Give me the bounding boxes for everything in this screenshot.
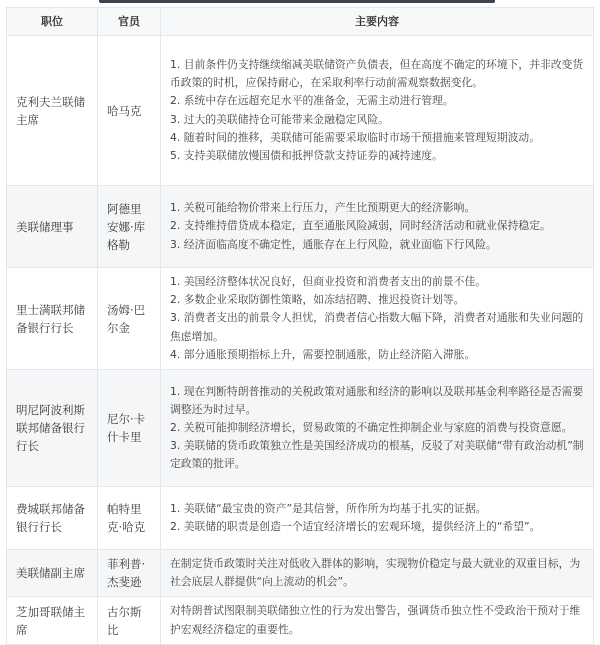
content-point: 2. 系统中存在远超充足水平的准备金，无需主动进行管理。 <box>170 94 454 108</box>
content-point: 5. 支持美联储放慢国债和抵押贷款支持证券的减持速度。 <box>170 148 443 162</box>
content-point: 2. 多数企业采取防御性策略，如冻结招聘、推迟投资计划等。 <box>170 293 465 307</box>
cell-official: 菲利普·杰斐逊 <box>98 550 161 597</box>
cell-position: 克利夫兰联储主席 <box>7 36 98 186</box>
cell-content <box>161 550 594 597</box>
fed-officials-table <box>6 7 594 645</box>
content-point: 1. 现在判断特朗普推动的关税政策对通胀和经济的影响以及联邦基金利率路径是否需要调整还为时过早。 <box>170 384 584 416</box>
table-row <box>7 550 594 597</box>
content-point: 3. 经济面临高度不确定性，通胀存在上行风险，就业面临下行风险。 <box>170 237 497 251</box>
cell-position: 费城联邦储备银行行长 <box>7 487 98 550</box>
content-point: 2. 关税可能抑制经济增长，贸易政策的不确定性抑制企业与家庭的消费与投资意愿。 <box>170 420 573 434</box>
table-row <box>7 268 594 370</box>
fed-officials-table-container <box>6 7 594 645</box>
table-row <box>7 597 594 644</box>
table-row <box>7 487 594 550</box>
content-point: 4. 部分通胀预期指标上升，需要控制通胀，防止经济陷入滞胀。 <box>170 347 476 361</box>
content-point: 2. 美联储的职责是创造一个适宜经济增长的宏观环境，提供经济上的“希望”。 <box>170 520 541 534</box>
cell-position: 美联储副主席 <box>7 550 98 597</box>
content-point: 3. 美联储的货币政策独立性是美国经济成功的根基，反驳了对美联储“带有政治动机”制定政策的批评。 <box>170 439 584 471</box>
cell-official: 尼尔·卡什卡里 <box>98 370 161 487</box>
top-scroll-bar <box>99 0 495 3</box>
cell-content <box>161 268 594 370</box>
cell-official: 阿德里安娜·库格勒 <box>98 186 161 268</box>
cell-official: 汤姆·巴尔金 <box>98 268 161 370</box>
content-point: 1. 美国经济整体状况良好，但商业投资和消费者支出的前景不佳。 <box>170 275 487 288</box>
header-position: 职位 <box>7 8 98 36</box>
table-row <box>7 186 594 268</box>
cell-content <box>161 186 594 268</box>
content-point: 在制定货币政策时关注对低收入群体的影响，实现物价稳定与最大就业的双重目标，为社会底层人群提供“向上流动的机会”。 <box>170 557 581 589</box>
header-official: 官员 <box>98 8 161 36</box>
cell-position: 明尼阿波利斯联邦储备银行行长 <box>7 370 98 487</box>
content-point: 3. 消费者支出的前景令人担忧，消费者信心指数大幅下降，消费者对通胀和失业问题的焦虑增加。 <box>170 311 584 343</box>
content-point: 1. 目前条件仍支持继续缩减美联储资产负债表，但在高度不确定的环境下，并非改变货币政策的时机，应保持耐心，在采取利率行动前需观察数据变化。 <box>170 57 584 90</box>
cell-content <box>161 370 594 487</box>
cell-position: 芝加哥联储主席 <box>7 597 98 644</box>
content-point: 1. 关税可能给物价带来上行压力，产生比预期更大的经济影响。 <box>170 201 476 215</box>
table-row <box>7 370 594 487</box>
cell-official: 哈马克 <box>98 36 161 186</box>
content-point: 1. 美联储“最宝贵的资产”是其信誉，所作所为均基于扎实的证据。 <box>170 501 487 515</box>
cell-official: 古尔斯比 <box>98 597 161 644</box>
content-point: 4. 随着时间的推移，美联储可能需要采取临时市场干预措施来管理短期波动。 <box>170 130 541 144</box>
content-point: 2. 支持维持借贷成本稳定，直至通胀风险减弱，同时经济活动和就业保持稳定。 <box>170 219 551 233</box>
cell-position: 里士满联邦储备银行行长 <box>7 268 98 370</box>
cell-position: 美联储理事 <box>7 186 98 268</box>
table-row <box>7 36 594 186</box>
cell-content <box>161 487 594 550</box>
header-content: 主要内容 <box>161 8 594 36</box>
content-point: 对特朗普试图限制美联储独立性的行为发出警告，强调货币独立性不受政治干预对于维护宏观经济稳定的重要性。 <box>170 604 581 636</box>
content-point: 3. 过大的美联储持仓可能带来金融稳定风险。 <box>170 112 389 126</box>
table-header-row <box>7 8 594 36</box>
cell-official: 帕特里克·哈克 <box>98 487 161 550</box>
cell-content <box>161 597 594 644</box>
cell-content <box>161 36 594 186</box>
